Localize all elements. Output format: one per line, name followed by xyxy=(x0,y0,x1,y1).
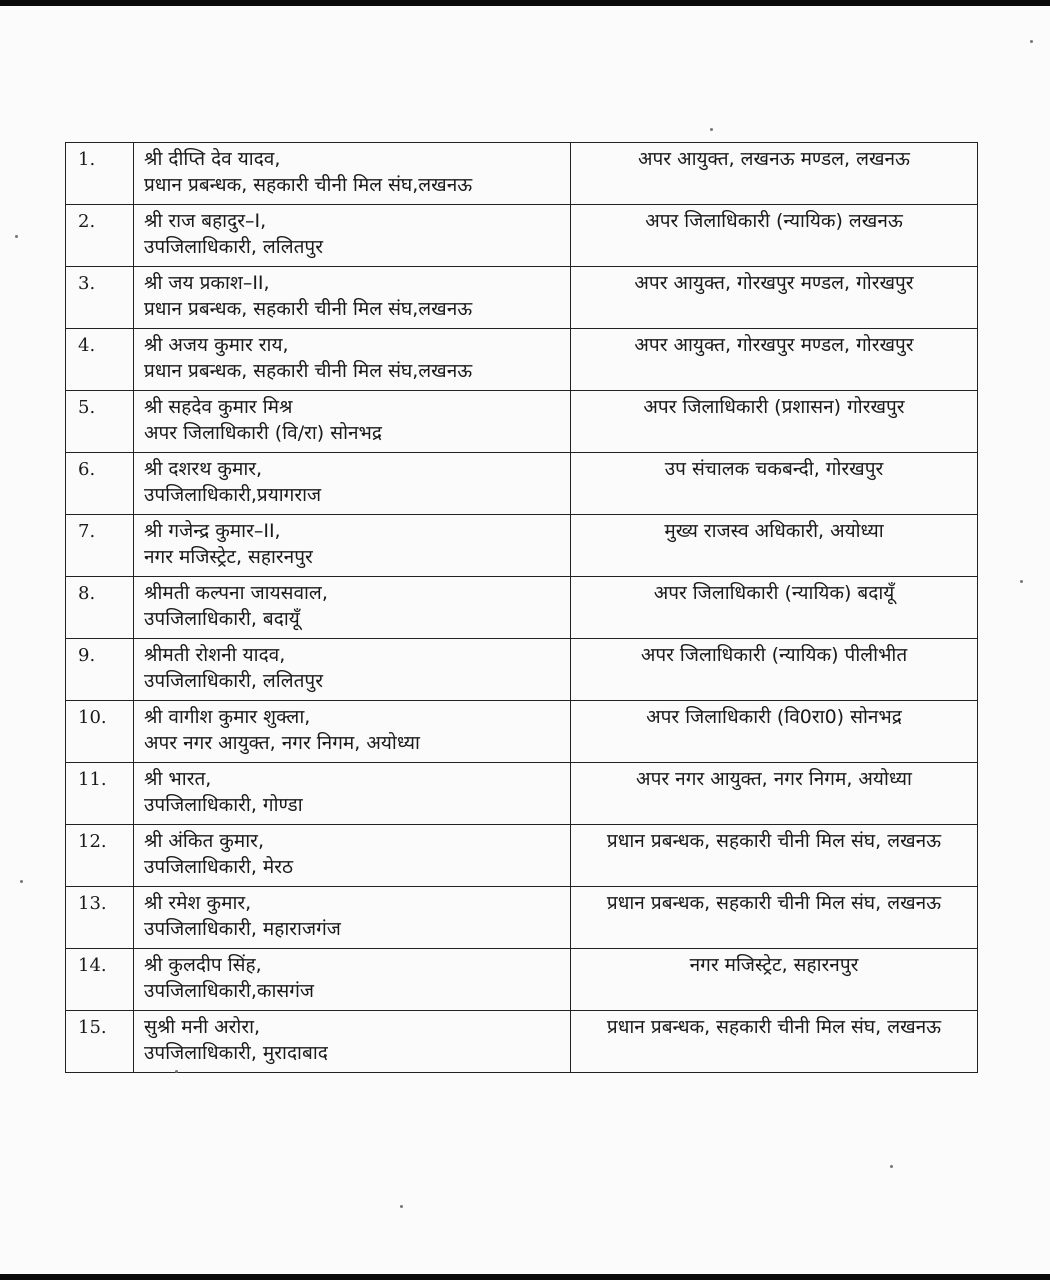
new-posting: प्रधान प्रबन्धक, सहकारी चीनी मिल संघ, लखनऊ xyxy=(571,887,978,949)
table-row xyxy=(66,453,978,515)
officer-cell xyxy=(134,453,571,515)
serial-number: 9. xyxy=(66,639,134,701)
scan-speck xyxy=(15,235,18,238)
new-posting: उप संचालक चकबन्दी, गोरखपुर xyxy=(571,453,978,515)
serial-number: 12. xyxy=(66,825,134,887)
serial-number: 7. xyxy=(66,515,134,577)
officer-current-post: उपजिलाधिकारी,कासगंज xyxy=(144,980,315,1002)
new-posting: अपर जिलाधिकारी (न्यायिक) बदायूँ xyxy=(571,577,978,639)
officer-cell xyxy=(134,577,571,639)
officer-name: श्री राज बहादुर–I, xyxy=(144,210,267,232)
scan-speck xyxy=(710,128,713,131)
officer-name: श्री दीप्ति देव यादव, xyxy=(144,148,281,170)
table-row xyxy=(66,949,978,1011)
table-row xyxy=(66,267,978,329)
officer-current-post: प्रधान प्रबन्धक, सहकारी चीनी मिल संघ,लखनऊ xyxy=(144,298,473,320)
bottom-border xyxy=(0,1274,1050,1280)
table-row xyxy=(66,329,978,391)
officer-current-post: उपजिलाधिकारी, बदायूँ xyxy=(144,608,300,630)
officer-cell xyxy=(134,763,571,825)
table-row xyxy=(66,1011,978,1073)
officer-name: श्री कुलदीप सिंह, xyxy=(144,954,262,976)
officer-current-post: अपर नगर आयुक्त, नगर निगम, अयोध्या xyxy=(144,732,420,754)
scan-speck xyxy=(890,1165,893,1168)
officer-current-post: उपजिलाधिकारी,प्रयागराज xyxy=(144,484,322,506)
serial-number: 10. xyxy=(66,701,134,763)
officer-name: सुश्री मनी अरोरा, xyxy=(144,1016,261,1038)
table-row xyxy=(66,701,978,763)
new-posting: प्रधान प्रबन्धक, सहकारी चीनी मिल संघ, लखनऊ xyxy=(571,1011,978,1073)
officer-name: श्रीमती रोशनी यादव, xyxy=(144,644,286,666)
serial-number: 1. xyxy=(66,143,134,205)
serial-number: 11. xyxy=(66,763,134,825)
officer-cell xyxy=(134,639,571,701)
new-posting: अपर जिलाधिकारी (न्यायिक) लखनऊ xyxy=(571,205,978,267)
officer-cell xyxy=(134,329,571,391)
officer-current-post: उपजिलाधिकारी, महाराजगंज xyxy=(144,918,341,940)
officer-name: श्री वागीश कुमार शुक्ला, xyxy=(144,706,311,728)
new-posting: मुख्य राजस्व अधिकारी, अयोध्या xyxy=(571,515,978,577)
officer-current-post: प्रधान प्रबन्धक, सहकारी चीनी मिल संघ,लखनऊ xyxy=(144,360,473,382)
officer-cell xyxy=(134,143,571,205)
officer-cell xyxy=(134,949,571,1011)
officer-current-post: उपजिलाधिकारी, ललितपुर xyxy=(144,670,323,692)
table-row xyxy=(66,515,978,577)
officer-name: श्री गजेन्द्र कुमार–II, xyxy=(144,520,281,542)
serial-number: 13. xyxy=(66,887,134,949)
officer-name: श्री जय प्रकाश–II, xyxy=(144,272,270,294)
officer-cell xyxy=(134,825,571,887)
officer-cell xyxy=(134,1011,571,1073)
new-posting: अपर आयुक्त, लखनऊ मण्डल, लखनऊ xyxy=(571,143,978,205)
serial-number: 5. xyxy=(66,391,134,453)
officer-current-post: उपजिलाधिकारी, गोण्डा xyxy=(144,794,303,816)
new-posting: अपर जिलाधिकारी (वि0रा0) सोनभद्र xyxy=(571,701,978,763)
scan-speck xyxy=(400,1205,403,1208)
officer-cell xyxy=(134,391,571,453)
table-row xyxy=(66,887,978,949)
officer-name: श्री रमेश कुमार, xyxy=(144,892,252,914)
transfer-table xyxy=(65,142,978,1073)
top-border xyxy=(0,0,1050,6)
officer-cell xyxy=(134,205,571,267)
table-row xyxy=(66,825,978,887)
new-posting: प्रधान प्रबन्धक, सहकारी चीनी मिल संघ, लखनऊ xyxy=(571,825,978,887)
table-row xyxy=(66,391,978,453)
officer-cell xyxy=(134,887,571,949)
new-posting: अपर नगर आयुक्त, नगर निगम, अयोध्या xyxy=(571,763,978,825)
officer-current-post: अपर जिलाधिकारी (वि/रा) सोनभद्र xyxy=(144,422,382,444)
officer-name: श्री सहदेव कुमार मिश्र xyxy=(144,396,293,418)
officer-cell xyxy=(134,267,571,329)
table-row xyxy=(66,577,978,639)
table-row xyxy=(66,143,978,205)
officer-cell xyxy=(134,701,571,763)
table-row xyxy=(66,639,978,701)
scan-speck xyxy=(1030,40,1033,43)
officer-current-post: उपजिलाधिकारी, मेरठ xyxy=(144,856,294,878)
officer-current-post: नगर मजिस्ट्रेट, सहारनपुर xyxy=(144,546,313,568)
serial-number: 14. xyxy=(66,949,134,1011)
serial-number: 15. xyxy=(66,1011,134,1073)
scan-speck xyxy=(1020,580,1023,583)
table-row xyxy=(66,205,978,267)
officer-current-post: उपजिलाधिकारी, ललितपुर xyxy=(144,236,323,258)
serial-number: 4. xyxy=(66,329,134,391)
transfer-table-body xyxy=(66,143,978,1073)
new-posting: अपर जिलाधिकारी (प्रशासन) गोरखपुर xyxy=(571,391,978,453)
table-row xyxy=(66,763,978,825)
officer-name: श्री अंकित कुमार, xyxy=(144,830,264,852)
officer-name: श्री दशरथ कुमार, xyxy=(144,458,263,480)
officer-name: श्रीमती कल्पना जायसवाल, xyxy=(144,582,328,604)
serial-number: 2. xyxy=(66,205,134,267)
officer-cell xyxy=(134,515,571,577)
serial-number: 3. xyxy=(66,267,134,329)
new-posting: नगर मजिस्ट्रेट, सहारनपुर xyxy=(571,949,978,1011)
new-posting: अपर आयुक्त, गोरखपुर मण्डल, गोरखपुर xyxy=(571,267,978,329)
serial-number: 8. xyxy=(66,577,134,639)
officer-name: श्री अजय कुमार राय, xyxy=(144,334,289,356)
officer-current-post: प्रधान प्रबन्धक, सहकारी चीनी मिल संघ,लखनऊ xyxy=(144,174,473,196)
new-posting: अपर आयुक्त, गोरखपुर मण्डल, गोरखपुर xyxy=(571,329,978,391)
serial-number: 6. xyxy=(66,453,134,515)
new-posting: अपर जिलाधिकारी (न्यायिक) पीलीभीत xyxy=(571,639,978,701)
scan-speck xyxy=(20,880,23,883)
scan-speck xyxy=(175,1070,178,1073)
officer-name: श्री भारत, xyxy=(144,768,212,790)
officer-current-post: उपजिलाधिकारी, मुरादाबाद xyxy=(144,1042,328,1064)
